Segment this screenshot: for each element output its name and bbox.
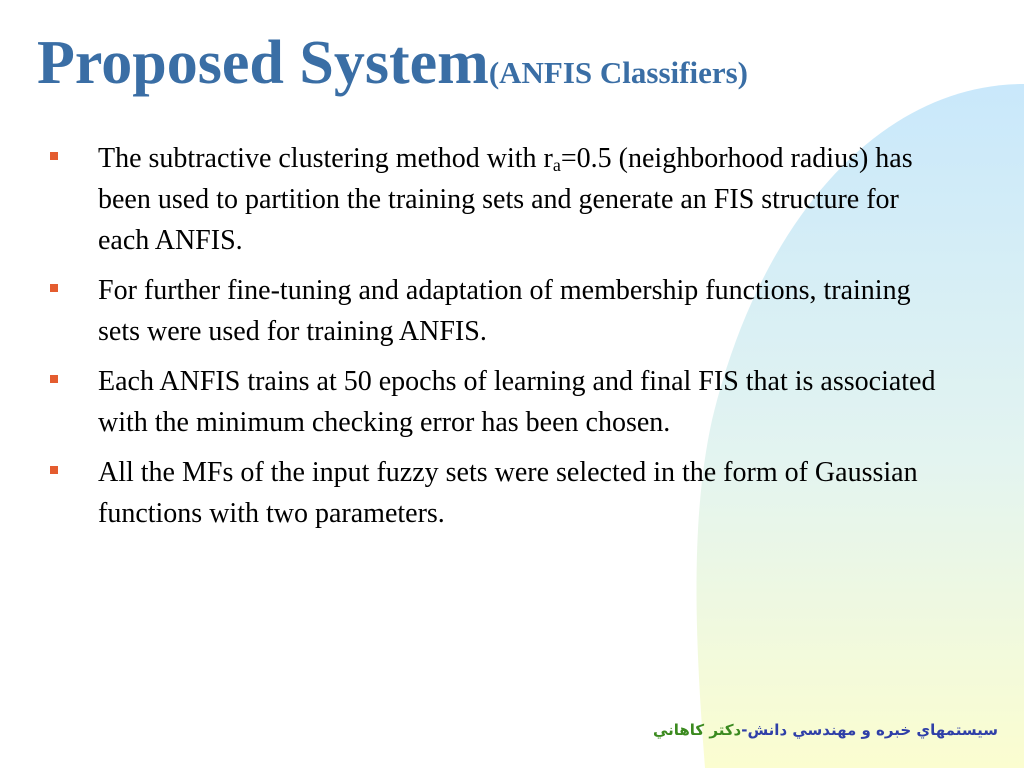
square-bullet-icon — [50, 284, 58, 292]
square-bullet-icon — [50, 466, 58, 474]
slide-footer — [653, 721, 998, 739]
bullet-text: All the MFs of the input fuzzy sets were selected in the form of Gaussian functions with two parameters. — [98, 457, 918, 529]
bullet-item — [48, 270, 948, 352]
bullet-text: The subtractive clustering method with $r_a=0.5$ (neighborhood radius) has been used to partition the training sets and generate an FIS structure for each ANFIS. — [98, 143, 913, 256]
bullet-item — [48, 452, 948, 534]
slide-title-subtitle: (ANFIS Classifiers) — [488, 55, 748, 90]
bullet-text: Each ANFIS trains at 50 epochs of learning and final FIS that is associated with the minimum checking error has been chosen. — [98, 366, 936, 438]
bullet-list — [48, 138, 948, 543]
slide-title-main: Proposed System — [37, 29, 489, 97]
slide-title — [37, 29, 748, 97]
footer-author: دكتر كاهاني — [652, 721, 742, 739]
footer-course-title: سيستمهاي خبره و مهندسي دانش- — [741, 721, 998, 739]
bullet-item — [48, 138, 948, 261]
square-bullet-icon — [50, 152, 58, 160]
bullet-text: For further fine-tuning and adaptation of membership functions, training sets were used for training ANFIS. — [98, 275, 911, 347]
bullet-item — [48, 361, 948, 443]
square-bullet-icon — [50, 375, 58, 383]
